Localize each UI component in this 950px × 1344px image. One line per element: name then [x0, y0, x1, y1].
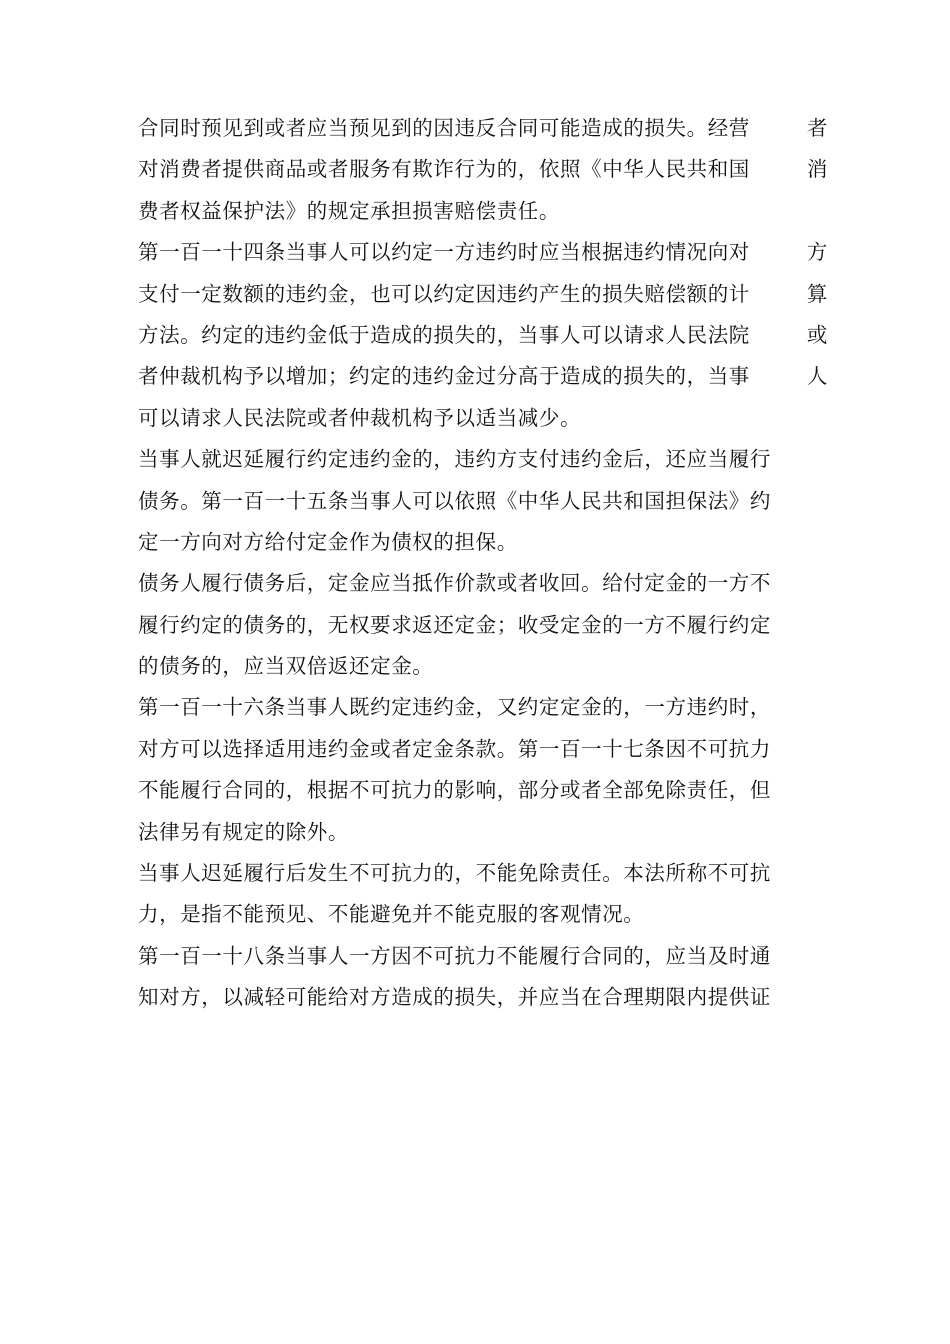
text-line — [138, 853, 828, 894]
text-line — [138, 398, 828, 439]
text-line — [138, 646, 828, 687]
text-line — [138, 812, 828, 853]
text-line — [138, 315, 828, 356]
line-text: 合同时预见到或者应当预见到的因违反合同可能造成的损失。经营 — [138, 116, 750, 140]
line-text: 的债务的，应当双倍返还定金。 — [138, 654, 434, 679]
line-text: 履行约定的债务的，无权要求返还定金；收受定金的一方不履行约定 — [138, 612, 771, 637]
line-text: 对消费者提供商品或者服务有欺诈行为的，依照《中华人民共和国 — [138, 157, 750, 182]
line-tail: 消 — [806, 157, 828, 182]
text-line — [138, 605, 828, 646]
line-text: 不能履行合同的，根据不可抗力的影响，部分或者全部免除责任，但 — [138, 778, 771, 803]
text-line — [138, 894, 828, 935]
text-line — [138, 770, 828, 811]
line-tail: 或 — [806, 322, 828, 347]
text-line — [138, 563, 828, 604]
text-line — [138, 191, 828, 232]
text-line — [138, 439, 828, 480]
line-text: 对方可以选择适用违约金或者定金条款。第一百一十七条因不可抗力 — [138, 736, 771, 761]
line-text: 费者权益保护法》的规定承担损害赔偿责任。 — [138, 198, 560, 223]
line-tail: 算 — [806, 281, 828, 306]
line-text: 当事人就迟延履行约定违约金的，违约方支付违约金后，还应当履行 — [138, 447, 771, 472]
text-line — [138, 149, 828, 190]
line-text: 第一百一十八条当事人一方因不可抗力不能履行合同的，应当及时通 — [138, 943, 771, 968]
text-line — [138, 274, 828, 315]
text-line — [138, 522, 828, 563]
text-line — [138, 356, 828, 397]
text-line — [138, 481, 828, 522]
line-text: 方法。约定的违约金低于造成的损失的，当事人可以请求人民法院 — [138, 322, 750, 347]
line-text: 可以请求人民法院或者仲裁机构予以适当减少。 — [138, 405, 582, 430]
text-line — [138, 232, 828, 273]
text-line — [138, 729, 828, 770]
line-tail: 人 — [806, 364, 828, 389]
line-text: 知对方，以减轻可能给对方造成的损失，并应当在合理期限内提供证 — [138, 985, 771, 1010]
line-text: 定一方向对方给付定金作为债权的担保。 — [138, 529, 518, 554]
line-text: 当事人迟延履行后发生不可抗力的，不能免除责任。本法所称不可抗 — [138, 861, 771, 886]
line-tail: 方 — [806, 240, 828, 265]
line-text: 债务。第一百一十五条当事人可以依照《中华人民共和国担保法》约 — [138, 488, 771, 513]
line-text: 第一百一十六条当事人既约定违约金，又约定定金的，一方违约时， — [138, 695, 771, 720]
text-line — [138, 977, 828, 1018]
line-text: 者仲裁机构予以增加；约定的违约金过分高于造成的损失的，当事 — [138, 364, 750, 389]
text-line — [138, 936, 828, 977]
line-text: 力，是指不能预见、不能避免并不能克服的客观情况。 — [138, 902, 645, 927]
text-line — [138, 687, 828, 728]
line-tail: 者 — [806, 116, 828, 140]
line-text: 第一百一十四条当事人可以约定一方违约时应当根据违约情况向对 — [138, 240, 750, 265]
document-body — [138, 108, 828, 1019]
text-line — [138, 108, 828, 149]
line-text: 支付一定数额的违约金，也可以约定因违约产生的损失赔偿额的计 — [138, 281, 750, 306]
line-text: 债务人履行债务后，定金应当抵作价款或者收回。给付定金的一方不 — [138, 571, 771, 596]
line-text: 法律另有规定的除外。 — [138, 819, 349, 844]
